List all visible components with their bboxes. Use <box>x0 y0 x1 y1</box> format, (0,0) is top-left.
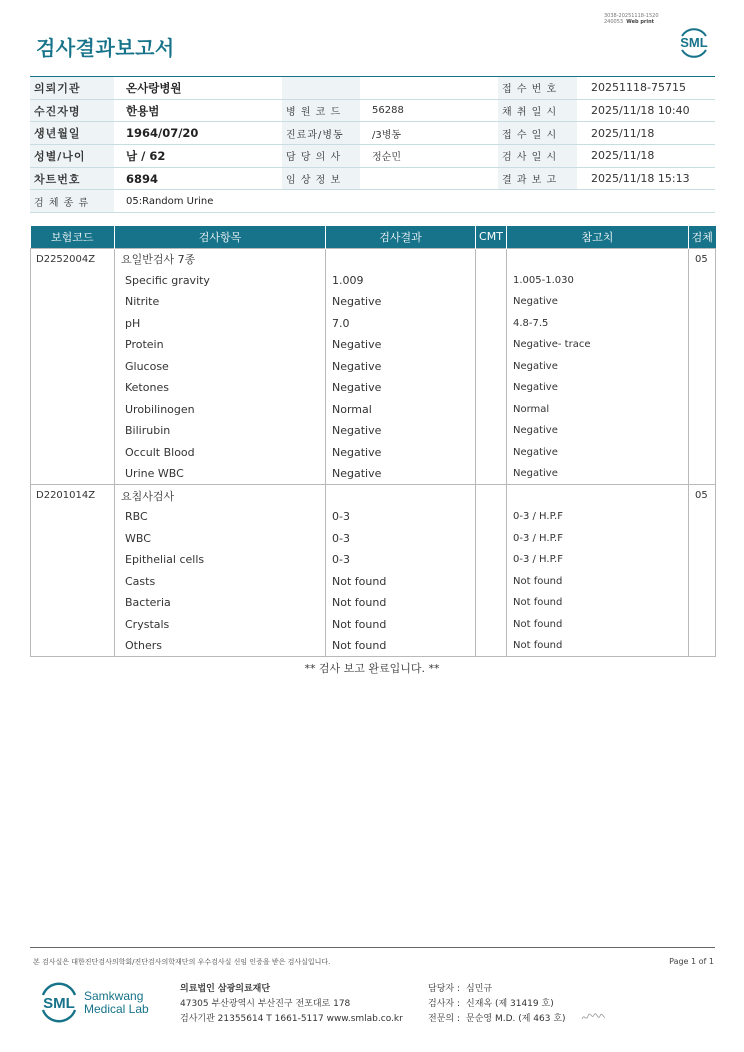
insurance-code-empty <box>31 313 115 335</box>
test-result: 1.009 <box>326 270 476 292</box>
info-value: 정순민 <box>360 145 498 168</box>
test-item-row <box>31 420 716 442</box>
specimen-cell: 05 <box>689 485 716 507</box>
insurance-code-empty <box>31 420 115 442</box>
test-item-row <box>31 399 716 421</box>
footer-divider <box>30 947 715 948</box>
reference-range: 4.8-7.5 <box>507 313 689 335</box>
test-item-name: Urine WBC <box>115 463 326 485</box>
results-column-header: 보험코드 <box>31 226 115 248</box>
cmt-cell <box>476 356 507 378</box>
page-number: Page 1 of 1 <box>669 957 714 966</box>
specimen-cell <box>689 313 716 335</box>
info-value: 20251118-75715 <box>577 77 715 100</box>
test-item-name: Others <box>115 635 326 657</box>
info-value: 2025/11/18 10:40 <box>577 99 715 122</box>
results-column-header: CMT <box>476 226 507 248</box>
info-row <box>30 167 715 190</box>
specimen-cell <box>689 614 716 636</box>
patient-info-table <box>30 76 715 213</box>
cmt-cell <box>476 463 507 485</box>
reference-range: Negative <box>507 463 689 485</box>
test-item-row <box>31 356 716 378</box>
info-value: 1964/07/20 <box>114 122 282 145</box>
info-label: 차트번호 <box>30 167 114 190</box>
test-result: Negative <box>326 463 476 485</box>
test-result: Not found <box>326 614 476 636</box>
test-item-row <box>31 528 716 550</box>
info-value: 온사랑병원 <box>114 77 282 100</box>
reference-range: Negative <box>507 377 689 399</box>
specimen-value: 05:Random Urine <box>114 190 715 213</box>
cmt-cell <box>476 399 507 421</box>
insurance-code-empty <box>31 549 115 571</box>
specimen-cell <box>689 463 716 485</box>
results-column-header: 검사항목 <box>115 226 326 248</box>
info-row <box>30 122 715 145</box>
test-item-row <box>31 270 716 292</box>
test-item-name: Bilirubin <box>115 420 326 442</box>
insurance-code-empty <box>31 635 115 657</box>
test-result: Not found <box>326 571 476 593</box>
info-label: 접 수 일 시 <box>498 122 577 145</box>
specimen-cell: 05 <box>689 248 716 270</box>
results-column-header: 검사결과 <box>326 226 476 248</box>
staff-row <box>428 982 566 997</box>
test-item-row <box>31 463 716 485</box>
test-item-row <box>31 571 716 593</box>
cmt-cell <box>476 442 507 464</box>
specimen-cell <box>689 420 716 442</box>
reference-range: Not found <box>507 592 689 614</box>
insurance-code-empty <box>31 614 115 636</box>
print-code: 3038-20251118-1520 240053 Web print <box>604 13 659 25</box>
staff-label: 전문의 : <box>428 1014 460 1024</box>
reference-range: 0-3 / H.P.F <box>507 549 689 571</box>
test-item-row <box>31 614 716 636</box>
cmt-cell <box>476 592 507 614</box>
sml-logo <box>674 22 714 62</box>
insurance-code-empty <box>31 506 115 528</box>
info-value: 6894 <box>114 167 282 190</box>
info-label: 의뢰기관 <box>30 77 114 100</box>
test-item-row <box>31 377 716 399</box>
insurance-code-empty <box>31 377 115 399</box>
specimen-cell <box>689 549 716 571</box>
test-item-row <box>31 506 716 528</box>
sml-footer-logo <box>36 979 82 1025</box>
test-result: Not found <box>326 592 476 614</box>
result-cell <box>326 485 476 507</box>
report-complete-text: ** 검사 보고 완료입니다. ** <box>304 662 440 675</box>
info-value: 2025/11/18 <box>577 122 715 145</box>
cmt-cell <box>476 420 507 442</box>
reference-range: 0-3 / H.P.F <box>507 528 689 550</box>
reference-range: 0-3 / H.P.F <box>507 506 689 528</box>
info-value: 2025/11/18 15:13 <box>577 167 715 190</box>
info-value: 남 / 62 <box>114 145 282 168</box>
test-group-row <box>31 485 716 507</box>
info-row <box>30 145 715 168</box>
test-result: 0-3 <box>326 549 476 571</box>
signature-image <box>580 1010 606 1024</box>
reference-range: Not found <box>507 571 689 593</box>
insurance-code-empty <box>31 399 115 421</box>
test-item-row <box>31 592 716 614</box>
insurance-code-empty <box>31 528 115 550</box>
results-header-row <box>31 226 716 248</box>
test-result: Negative <box>326 377 476 399</box>
info-label: 임 상 정 보 <box>282 167 360 190</box>
results-table <box>30 226 716 657</box>
cmt-cell <box>476 291 507 313</box>
accreditation-note: 본 검사실은 대한진단검사의학회/진단검사의학재단의 우수검사실 신임 인증을 받은 검사실입니다. <box>33 958 331 966</box>
reference-range: Not found <box>507 614 689 636</box>
info-label: 성별/나이 <box>30 145 114 168</box>
info-label: 결 과 보 고 <box>498 167 577 190</box>
sml-footer-logo-text: SML <box>43 995 75 1012</box>
test-item-name: Nitrite <box>115 291 326 313</box>
results-column-header: 검체 <box>689 226 716 248</box>
test-item-name: Occult Blood <box>115 442 326 464</box>
reference-range: Normal <box>507 399 689 421</box>
test-result: Negative <box>326 356 476 378</box>
test-group-name: 요일반검사 7종 <box>115 248 326 270</box>
test-result: 7.0 <box>326 313 476 335</box>
specimen-cell <box>689 442 716 464</box>
insurance-code-empty <box>31 270 115 292</box>
info-label: 수진자명 <box>30 99 114 122</box>
insurance-code: D2201014Z <box>31 485 115 507</box>
cmt-cell <box>476 485 507 507</box>
cmt-cell <box>476 270 507 292</box>
specimen-cell <box>689 399 716 421</box>
reference-cell <box>507 485 689 507</box>
info-row <box>30 77 715 100</box>
specimen-cell <box>689 334 716 356</box>
reference-cell <box>507 248 689 270</box>
specimen-cell <box>689 528 716 550</box>
test-item-name: Ketones <box>115 377 326 399</box>
specimen-cell <box>689 291 716 313</box>
report-title: 검사결과보고서 <box>36 36 175 60</box>
test-item-row <box>31 334 716 356</box>
result-cell <box>326 248 476 270</box>
test-result: 0-3 <box>326 528 476 550</box>
cmt-cell <box>476 506 507 528</box>
specimen-cell <box>689 270 716 292</box>
info-value: 2025/11/18 <box>577 145 715 168</box>
test-item-name: pH <box>115 313 326 335</box>
reference-range: Negative <box>507 420 689 442</box>
test-result: Not found <box>326 635 476 657</box>
test-item-name: Bacteria <box>115 592 326 614</box>
reference-range: Not found <box>507 635 689 657</box>
test-result: Negative <box>326 420 476 442</box>
specimen-cell <box>689 356 716 378</box>
info-row-specimen <box>30 190 715 213</box>
test-item-name: Protein <box>115 334 326 356</box>
specimen-cell <box>689 635 716 657</box>
insurance-code-empty <box>31 463 115 485</box>
insurance-code-empty <box>31 334 115 356</box>
insurance-code: D2252004Z <box>31 248 115 270</box>
test-item-name: Glucose <box>115 356 326 378</box>
test-item-name: Crystals <box>115 614 326 636</box>
test-item-name: Specific gravity <box>115 270 326 292</box>
test-item-row <box>31 442 716 464</box>
insurance-code-empty <box>31 291 115 313</box>
insurance-code-empty <box>31 356 115 378</box>
staff-info <box>428 982 566 1027</box>
specimen-cell <box>689 506 716 528</box>
info-label: 진료과/병동 <box>282 122 360 145</box>
test-result: Negative <box>326 442 476 464</box>
reference-range: Negative <box>507 356 689 378</box>
test-result: Negative <box>326 334 476 356</box>
test-item-row <box>31 313 716 335</box>
specimen-label: 검 체 종 류 <box>30 190 114 213</box>
info-label: 병 원 코 드 <box>282 99 360 122</box>
test-item-name: RBC <box>115 506 326 528</box>
cmt-cell <box>476 334 507 356</box>
info-row <box>30 99 715 122</box>
staff-value: 신재옥 (제 31419 호) <box>466 999 554 1009</box>
test-group-row <box>31 248 716 270</box>
info-label: 생년월일 <box>30 122 114 145</box>
cmt-cell <box>476 377 507 399</box>
cmt-cell <box>476 549 507 571</box>
cmt-cell <box>476 635 507 657</box>
reference-range: Negative- trace <box>507 334 689 356</box>
info-label: 검 사 일 시 <box>498 145 577 168</box>
specimen-cell <box>689 592 716 614</box>
staff-row <box>428 997 566 1012</box>
specimen-cell <box>689 377 716 399</box>
staff-value: 심민규 <box>466 984 493 994</box>
info-value: 56288 <box>360 99 498 122</box>
staff-label: 검사자 : <box>428 999 460 1009</box>
test-item-name: Urobilinogen <box>115 399 326 421</box>
results-column-header: 참고치 <box>507 226 689 248</box>
insurance-code-empty <box>31 442 115 464</box>
cmt-cell <box>476 313 507 335</box>
info-value: /3병동 <box>360 122 498 145</box>
cmt-cell <box>476 571 507 593</box>
test-item-name: Casts <box>115 571 326 593</box>
test-result: Negative <box>326 291 476 313</box>
test-item-name: Epithelial cells <box>115 549 326 571</box>
test-item-row <box>31 635 716 657</box>
test-result: 0-3 <box>326 506 476 528</box>
info-value <box>360 77 498 100</box>
test-item-name: WBC <box>115 528 326 550</box>
info-value: 한용범 <box>114 99 282 122</box>
cmt-cell <box>476 528 507 550</box>
brand-name: Samkwang Medical Lab <box>84 989 149 1016</box>
specimen-cell <box>689 571 716 593</box>
insurance-code-empty <box>31 592 115 614</box>
cmt-cell <box>476 248 507 270</box>
info-label <box>282 77 360 100</box>
test-item-row <box>31 291 716 313</box>
cmt-cell <box>476 614 507 636</box>
staff-value: 문순영 M.D. (제 463 호) <box>466 1014 566 1024</box>
sml-logo-text: SML <box>680 35 708 50</box>
staff-label: 담당자 : <box>428 984 460 994</box>
insurance-code-empty <box>31 571 115 593</box>
info-value <box>360 167 498 190</box>
staff-row <box>428 1012 566 1027</box>
test-result: Normal <box>326 399 476 421</box>
test-group-name: 요침사검사 <box>115 485 326 507</box>
reference-range: Negative <box>507 291 689 313</box>
reference-range: 1.005-1.030 <box>507 270 689 292</box>
reference-range: Negative <box>507 442 689 464</box>
info-label: 담 당 의 사 <box>282 145 360 168</box>
org-info: 의료법인 삼광의료재단 47305 부산광역시 부산진구 전포대로 178 검사기관 21355614 T 1661-5117 www.smlab.co.kr <box>180 984 403 1024</box>
test-item-row <box>31 549 716 571</box>
info-label: 접 수 번 호 <box>498 77 577 100</box>
info-label: 채 취 일 시 <box>498 99 577 122</box>
